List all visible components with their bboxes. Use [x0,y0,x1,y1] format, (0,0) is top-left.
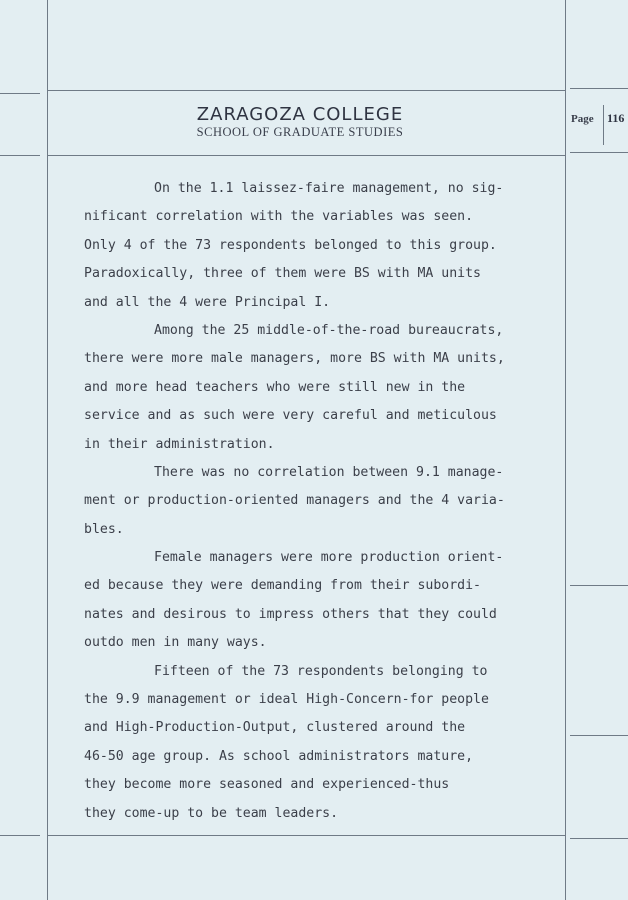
text-line: service and as such were very careful and meticulous [84,408,497,424]
margin-tick [570,838,628,839]
header-bottom-rule [47,155,565,156]
text-line: nificant correlation with the variables was seen. [84,209,474,225]
text-line: 46-50 age group. As school administrators mature, [84,748,474,764]
text-line: in their administration. [84,436,275,452]
text-line: On the 1.1 laissez-faire management, no sig- [154,181,504,196]
text-line: There was no correlation between 9.1 manage- [154,464,504,480]
margin-tick [0,93,40,94]
body-text [84,175,554,828]
text-line: and High-Production-Output, clustered around the [84,720,466,736]
text-line: and more head teachers who were still new in the [84,379,466,395]
college-name: ZARAGOZA COLLEGE [196,104,404,125]
margin-tick [570,735,628,736]
page-number-box [566,101,628,149]
margin-tick [570,88,628,89]
text-line: Only 4 of the 73 respondents belonged to this group. [84,237,497,253]
text-line: Female managers were more production orient- [154,550,504,566]
footer-rule [47,835,565,836]
school-name: SCHOOL OF GRADUATE STUDIES [196,125,404,139]
text-line: they become more seasoned and experienced-thus [84,777,450,793]
text-line: outdo men in many ways. [84,635,267,651]
margin-tick [570,152,628,153]
text-line: nates and desirous to impress others that they could [84,606,497,622]
header-top-rule [47,90,565,91]
text-line: ed because they were demanding from their subordi- [84,578,481,594]
text-line: Paradoxically, three of them were BS with MA units [84,266,481,282]
margin-tick [0,835,40,836]
letterhead [150,104,450,140]
page-number: 116 [607,111,625,125]
text-line: Fifteen of the 73 respondents belonging to [154,663,488,679]
text-line: the 9.9 management or ideal High-Concern-for people [84,692,489,708]
margin-tick [0,155,40,156]
text-line: there were more male managers, more BS with MA units, [84,351,505,367]
text-line: bles. [84,521,124,537]
text-line: they come-up to be team leaders. [84,805,339,821]
left-margin-rule [47,0,48,900]
page-divider [603,105,604,145]
page-label: Page [571,113,594,125]
text-line: and all the 4 were Principal I. [84,294,331,310]
text-line: Among the 25 middle-of-the-road bureaucrats, [154,322,504,338]
margin-tick [570,585,628,586]
text-line: ment or production-oriented managers and the 4 varia- [84,493,505,509]
